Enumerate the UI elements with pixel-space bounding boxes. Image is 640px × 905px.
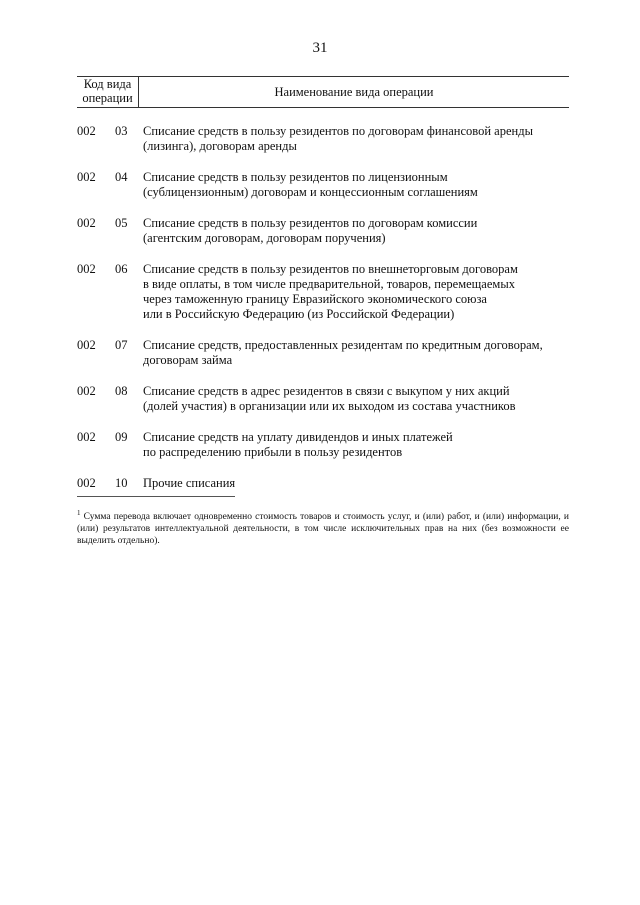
operation-description-line: Списание средств в пользу резидентов по лицензионным	[143, 170, 448, 184]
operation-description	[143, 170, 569, 200]
operation-description-line: Списание средств в пользу резидентов по внешнеторговым договорам	[143, 262, 518, 276]
operation-description	[143, 430, 569, 460]
header-code-label-line2: операции	[82, 91, 133, 105]
operation-description	[143, 124, 569, 154]
operation-code-number: 10	[115, 476, 128, 490]
operation-row	[77, 476, 569, 491]
operation-row	[77, 216, 569, 246]
header-code-column	[77, 77, 139, 107]
operation-description	[143, 216, 569, 246]
footnote	[77, 507, 569, 547]
operation-description-line: Списание средств, предоставленных резидентам по кредитным договорам,	[143, 338, 543, 352]
operation-code-group: 002	[77, 170, 96, 184]
footnote-text: Сумма перевода включает одновременно стоимость товаров и стоимость услуг, и (или) работ, и (или) информации, и (или) результатов интеллектуальной деятельности, в том числе исключительных прав на них (без возможности ее выделить отдельно).	[77, 512, 570, 547]
operation-description	[143, 262, 569, 322]
operation-code-group: 002	[77, 216, 96, 230]
operation-code-group: 002	[77, 430, 96, 444]
operation-code-group: 002	[77, 476, 96, 490]
footnote-marker: 1	[77, 509, 81, 517]
operation-code-number: 03	[115, 124, 128, 138]
operation-code-group: 002	[77, 124, 96, 138]
operation-code-number: 07	[115, 338, 128, 352]
operation-description-line: Списание средств на уплату дивидендов и иных платежей	[143, 430, 453, 444]
operation-description-line: по распределению прибыли в пользу резидентов	[143, 445, 403, 459]
operation-description-line: Списание средств в адрес резидентов в связи с выкупом у них акций	[143, 384, 510, 398]
operation-row	[77, 430, 569, 460]
operation-description-line: (агентским договорам, договорам поручения)	[143, 231, 386, 245]
operation-description-line: (долей участия) в организации или их выходом из состава участников	[143, 399, 516, 413]
operation-description-line: в виде оплаты, в том числе предварительной, товаров, перемещаемых	[143, 277, 515, 291]
operation-row	[77, 384, 569, 414]
operation-code-group: 002	[77, 338, 96, 352]
operation-description	[143, 384, 569, 414]
operation-description-line: Списание средств в пользу резидентов по договорам финансовой аренды	[143, 124, 533, 138]
operations-list	[77, 124, 569, 507]
operation-row	[77, 262, 569, 322]
operation-description	[143, 338, 569, 368]
operation-description	[143, 476, 569, 491]
operation-description-line: (сублицензионным) договорам и концессионным соглашениям	[143, 185, 478, 199]
operation-code-group: 002	[77, 384, 96, 398]
operation-code-number: 04	[115, 170, 128, 184]
operation-description-line: договорам займа	[143, 353, 233, 367]
table-header	[77, 76, 569, 108]
operation-row	[77, 338, 569, 368]
operation-description-line: Прочие списания	[143, 476, 236, 490]
operation-description-line: (лизинга), договорам аренды	[143, 139, 297, 153]
footnote-divider	[77, 496, 235, 497]
operation-code-group: 002	[77, 262, 96, 276]
operation-code-number: 08	[115, 384, 128, 398]
page-number: 31	[312, 40, 328, 56]
operation-description-line: Списание средств в пользу резидентов по договорам комиссии	[143, 216, 478, 230]
operation-code-number: 06	[115, 262, 128, 276]
operation-code-number: 05	[115, 216, 128, 230]
operation-description-line: через таможенную границу Евразийского экономического союза	[143, 292, 487, 306]
operation-code-number: 09	[115, 430, 128, 444]
header-name-column: Наименование вида операции	[274, 85, 434, 99]
operation-row	[77, 170, 569, 200]
operation-row	[77, 124, 569, 154]
operation-description-line: или в Российскую Федерацию (из Российской Федерации)	[143, 307, 455, 321]
header-code-label-line1: Код вида	[83, 77, 132, 91]
